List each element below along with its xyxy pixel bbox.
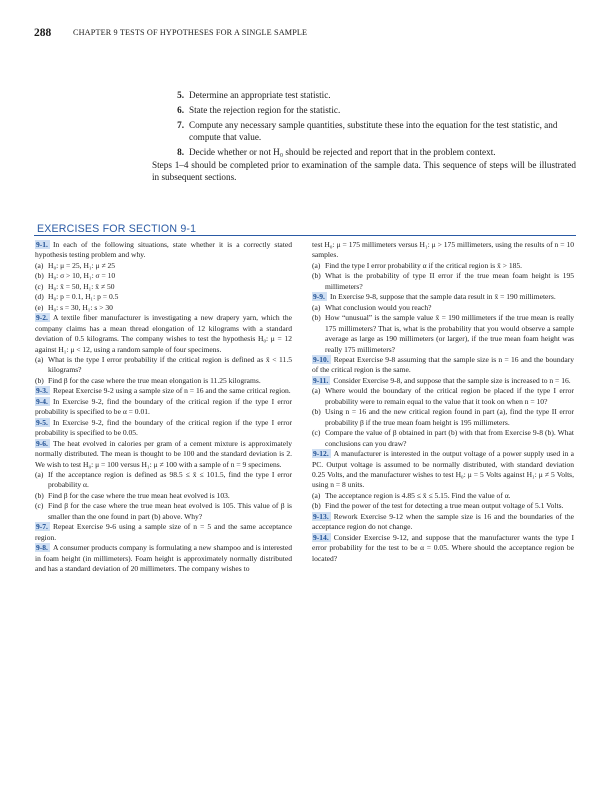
part-letter: (b) xyxy=(312,313,321,323)
exercise-number: 9-13. xyxy=(313,511,329,521)
exercise xyxy=(312,533,574,564)
exercise-text: Consider Exercise 9-12, and suppose that the manufacturer wants the type I error probability for the test to be α = 0.05. Where should the acceptance region be located? xyxy=(312,532,574,563)
chapter-title: CHAPTER 9 TESTS OF HYPOTHESES FOR A SINGLE SAMPLE xyxy=(73,28,308,37)
exercise xyxy=(35,439,292,470)
exercise-number: 9-5. xyxy=(36,417,48,427)
section-divider xyxy=(34,235,576,236)
exercise xyxy=(312,355,574,376)
exercise-text: The heat evolved in calories per gram of a cement mixture is approximately normally distributed. The mean is thought to be 100 and the standard deviation is 2. We wish to test H₀: μ = 100 versus H₁: μ ≠ 100 with a sample of n = 9 specimens. xyxy=(35,438,292,469)
page-number: 288 xyxy=(34,27,52,39)
exercise xyxy=(35,397,292,418)
part-letter: (d) xyxy=(35,292,44,302)
section-heading: EXERCISES FOR SECTION 9-1 xyxy=(37,223,197,235)
exercise-part xyxy=(35,282,292,292)
step-item xyxy=(170,89,576,101)
exercise xyxy=(312,240,574,261)
part-text: Find the type I error probability α if the critical region is x̄ > 185. xyxy=(325,260,523,270)
part-letter: (a) xyxy=(35,354,44,364)
step-text: Compute any necessary sample quantities, substitute these into the equation for the test statistic, and compute that value. xyxy=(189,119,558,142)
exercise-text: Repeat Exercise 9-8 assuming that the sample size is n = 16 and the boundary of the critical region is the same. xyxy=(312,354,574,375)
part-text: What is the probability of type II error if the true mean foam height is 195 millimeters? xyxy=(325,271,574,291)
exercise-part xyxy=(312,386,574,407)
part-letter: (c) xyxy=(35,281,44,291)
exercise xyxy=(35,386,292,396)
part-text: How “unusual” is the sample value x̄ = 190 millimeters if the true mean is really 175 millimeters? That is, what is the probability that you would observe a sample average as large as 190 millimeters (or larger), if the true mean foam height was really 175 millimeters? xyxy=(325,313,574,354)
exercise xyxy=(35,313,292,355)
step-number: 6. xyxy=(177,104,184,115)
part-text: Find the power of the test for detecting a true mean output voltage of 5.1 Volts. xyxy=(325,501,564,511)
exercise-number: 9-1. xyxy=(36,240,48,249)
exercise-text: In Exercise 9-8, suppose that the sample data result in x̄ = 190 millimeters. xyxy=(329,292,556,302)
part-text: Find β for the case where the true mean elongation is 11.25 kilograms. xyxy=(48,375,261,385)
part-text: H₀: x̄ = 50, H₁: x̄ ≠ 50 xyxy=(48,281,115,291)
exercise-text: Repeat Exercise 9-6 using a sample size of n = 5 and the same acceptance region. xyxy=(35,522,292,542)
exercise-text: Repeat Exercise 9-2 using a sample size of n = 16 and the same critical region. xyxy=(52,386,291,396)
step-item xyxy=(170,146,576,158)
exercise-number: 9-6. xyxy=(36,438,48,448)
part-letter: (a) xyxy=(312,490,321,500)
part-letter: (e) xyxy=(35,302,44,312)
exercises-right-column xyxy=(312,240,574,564)
exercise-number: 9-8. xyxy=(36,543,48,553)
step-item xyxy=(170,104,576,116)
part-text: Find β for the case where the true mean heat evolved is 103. xyxy=(48,490,230,500)
part-letter: (c) xyxy=(35,501,44,511)
exercise-text: Rework Exercise 9-12 when the sample size is 16 and the boundaries of the acceptance region do not change. xyxy=(312,511,574,532)
steps-note-paragraph: Steps 1–4 should be completed prior to examination of the sample data. This sequence of steps will be illustrated in subsequent sections. xyxy=(152,160,576,183)
part-letter: (c) xyxy=(312,428,321,438)
part-text: H₀: σ > 10, H₁: σ = 10 xyxy=(48,271,116,281)
part-letter: (a) xyxy=(312,386,321,396)
exercise xyxy=(312,292,574,302)
part-text: H₀: s = 30, H₁: s > 30 xyxy=(48,302,113,312)
part-text: Compare the value of β obtained in part (b) with that from Exercise 9-8 (b). What conclusions can you draw? xyxy=(325,428,574,448)
exercise-number: 9-3. xyxy=(36,386,48,396)
exercise-text: A textile fiber manufacturer is investigating a new drapery yarn, which the company claims has a mean thread elongation of 12 kilograms with a standard deviation of 0.5 kilograms. The company wishes to test the hypothesis H₀: μ = 12 against H₁: μ < 12, using a random sample of four specimens. xyxy=(35,313,292,354)
step-text: State the rejection region for the statistic. xyxy=(189,104,341,115)
exercise-text: In Exercise 9-2, find the boundary of the critical region if the type I error probability is specified to be α = 0.01. xyxy=(35,396,292,417)
exercise xyxy=(35,240,292,261)
exercise-text: In each of the following situations, state whether it is a correctly stated hypothesis testing problem and why. xyxy=(35,240,292,260)
part-text: What conclusion would you reach? xyxy=(325,302,432,312)
exercise-number: 9-2. xyxy=(36,313,48,323)
part-letter: (b) xyxy=(312,407,321,417)
exercise-part xyxy=(35,491,292,501)
exercise-part xyxy=(35,261,292,271)
step-item xyxy=(170,119,576,143)
exercise-part xyxy=(312,428,574,449)
part-letter: (a) xyxy=(312,302,321,312)
exercise-number: 9-14. xyxy=(313,532,329,542)
step-number: 7. xyxy=(177,119,184,130)
step-number: 5. xyxy=(177,90,184,100)
exercise xyxy=(312,449,574,491)
step-text: Determine an appropriate test statistic. xyxy=(189,90,331,100)
part-letter: (b) xyxy=(312,271,321,281)
exercise xyxy=(312,512,574,533)
exercise-number: 9-12. xyxy=(313,449,329,459)
exercise-text: In Exercise 9-2, find the boundary of the critical region if the type I error probability is specified to be 0.05. xyxy=(35,417,292,438)
exercises-left-column xyxy=(35,240,292,575)
exercise-part xyxy=(35,292,292,302)
part-letter: (b) xyxy=(35,375,44,385)
exercise-text: Consider Exercise 9-8, and suppose that the sample size is increased to n = 16. xyxy=(333,375,571,385)
exercise-text: A manufacturer is interested in the output voltage of a power supply used in a PC. Output voltage is assumed to be normally distributed, with standard deviation 0.25 Volts, and the manufacturer wishes to test H₀: μ = 5 Volts against H₁: μ ≠ 5 Volts, using n = 8 units. xyxy=(312,449,574,490)
part-letter: (a) xyxy=(35,260,44,270)
exercise-part xyxy=(35,501,292,522)
exercise-number: 9-4. xyxy=(36,396,48,406)
part-text: Find β for the case where the true mean heat evolved is 105. This value of β is smaller than the one found in part (b) above. Why? xyxy=(48,501,292,521)
part-letter: (a) xyxy=(35,469,44,479)
exercise-part xyxy=(35,376,292,386)
exercise-number: 9-10. xyxy=(313,354,329,364)
exercise-part xyxy=(312,261,574,271)
procedure-steps xyxy=(170,89,576,160)
part-letter: (b) xyxy=(35,490,44,500)
exercise xyxy=(35,418,292,439)
part-text: H₀: μ = 25, H₁: μ ≠ 25 xyxy=(48,260,116,270)
exercise xyxy=(35,522,292,543)
exercise-part xyxy=(35,303,292,313)
part-letter: (b) xyxy=(312,501,321,511)
step-text: Decide whether or not H₀ should be rejected and report that in the problem context. xyxy=(189,146,496,157)
exercise-part xyxy=(35,470,292,491)
exercise-part xyxy=(312,501,574,511)
part-text: Using n = 16 and the new critical region found in part (a), find the type II error probability β if the true mean foam height is 195 millimeters. xyxy=(325,407,574,427)
exercise-text: A consumer products company is formulating a new shampoo and is interested in foam height (in millimeters). Foam height is approximately normally distributed and has a standard deviation of 20 millimeters. The company wishes to xyxy=(35,543,292,574)
exercise-number: 9-11. xyxy=(313,375,329,385)
exercise-part xyxy=(35,355,292,376)
exercise-number: 9-7. xyxy=(36,522,48,532)
exercise-text: test H₀: μ = 175 millimeters versus H₁: μ > 175 millimeters, using the results of n = 10 samples. xyxy=(312,240,574,260)
exercise xyxy=(35,543,292,574)
part-text: If the acceptance region is defined as 98.5 ≤ x̄ ≤ 101.5, find the type I error probability α. xyxy=(48,469,292,490)
part-text: Where would the boundary of the critical region be placed if the type I error probability were to remain equal to the value that it took on when n = 10? xyxy=(325,386,574,406)
step-number: 8. xyxy=(177,146,184,157)
part-text: H₀: p = 0.1, H₁: p = 0.5 xyxy=(48,292,119,302)
exercise-number: 9-9. xyxy=(313,292,325,302)
part-letter: (b) xyxy=(35,271,44,281)
exercise-part xyxy=(312,271,574,292)
running-head xyxy=(34,27,574,41)
part-text: What is the type I error probability if the critical region is defined as x̄ < 11.5 kilograms? xyxy=(48,354,292,375)
part-letter: (a) xyxy=(312,260,321,270)
part-text: The acceptance region is 4.85 ≤ x̄ ≤ 5.15. Find the value of α. xyxy=(325,490,511,500)
exercise-part xyxy=(312,313,574,355)
exercise-part xyxy=(35,271,292,281)
exercise-part xyxy=(312,303,574,313)
exercise-part xyxy=(312,407,574,428)
exercise-part xyxy=(312,491,574,501)
exercise xyxy=(312,376,574,386)
